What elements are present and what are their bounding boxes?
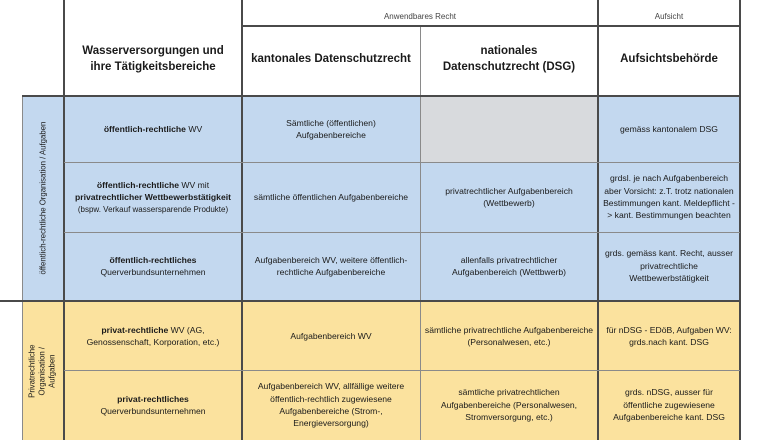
grid-line: [597, 0, 599, 440]
column-header-kantonales: kantonales Datenschutzrecht: [251, 53, 411, 66]
row-3-entity-bold: öffentlich-rechtliches: [109, 254, 197, 265]
row-group-privat: [22, 302, 64, 440]
column-header-nationales: nationales Datenschutzrecht (DSG): [442, 45, 576, 73]
group-header-anwendbares-recht: Anwendbares Recht: [383, 12, 457, 22]
row-group-oeffentlich-label: öffentlich-rechtliche Organisation / Aufgaben: [37, 121, 47, 275]
row-5-national: sämtliche privatrechtlichen Aufgabenbereiche (Personalwesen, Stromversorgung, etc.): [420, 370, 598, 440]
grid-line: [63, 0, 65, 440]
grid-line: [0, 300, 741, 302]
grid-line: [64, 370, 740, 371]
row-3-national: allenfalls privatrechtlicher Aufgabenbereich (Wettbwerb): [420, 232, 598, 300]
row-5-entity: [64, 370, 242, 440]
row-3-entity: [64, 232, 242, 300]
row-3-entity-rest: Querverbundsunternehmen: [100, 267, 206, 277]
row-group-oeffentlich: [22, 96, 64, 300]
row-5-aufsicht: grds. nDSG, ausser für öffentliche zugewiesene Aufgabenbereiche kant. DSG: [598, 370, 740, 440]
grid-line: [64, 232, 740, 233]
row-4-entity-rest: WV (AG, Genossenschaft, Korporation, etc.): [86, 324, 220, 347]
row-4-entity-bold: privat-rechtliche: [101, 324, 169, 335]
row-1-aufsicht: gemäss kantonalem DSG: [598, 96, 740, 162]
row-5-kantonal: Aufgabenbereich WV, allfällige weitere öffentlich-rechtlich zugewiesene Aufgabenbereiche (Strom-, Energieversorgung): [242, 370, 420, 440]
column-header-wasserversorgungen: Wasserversorgungen und ihre Tätigkeitsbereiche: [82, 45, 224, 73]
row-5-entity-bold: privat-rechtliches: [117, 393, 189, 404]
row-2-entity-rest: WV mit: [179, 179, 210, 190]
column-header-aufsichtsbehoerde: Aufsichtsbehörde: [620, 53, 718, 66]
grid-line: [22, 96, 23, 440]
row-2-national: privatrechtlicher Aufgabenbereich (Wettbewerb): [420, 162, 598, 232]
row-1-kantonal: Sämtliche (öffentlichen) Aufgabenbereiche: [242, 96, 420, 162]
grid-line: [241, 0, 243, 440]
grid-line: [64, 162, 740, 163]
row-2-entity-bold2: privatrechtlicher Wettbewerbstätigkeit: [74, 192, 231, 203]
row-1-entity-rest: WV: [185, 123, 203, 134]
row-1-national: [420, 96, 598, 162]
row-4-entity: [64, 302, 242, 370]
row-5-entity-rest: Querverbundsunternehmen: [100, 406, 206, 416]
group-header-aufsicht: Aufsicht: [654, 12, 684, 22]
row-4-kantonal: Aufgabenbereich WV: [242, 302, 420, 370]
row-4-national: sämtliche privatrechtliche Aufgabenbereiche (Personalwesen, etc.): [420, 302, 598, 370]
row-2-entity-note: (bspw. Verkauf wassersparende Produkte): [77, 204, 229, 214]
row-3-kantonal: Aufgabenbereich WV, weitere öffentlich-rechtliche Aufgabenbereiche: [242, 232, 420, 300]
grid-line: [739, 0, 741, 440]
row-3-aufsicht: grds. gemäss kant. Recht, ausser privatrechtliche Wettbewerbstätigkeit: [598, 232, 740, 300]
row-group-privat-label: Privatrechtliche Organisation / Aufgaben: [27, 344, 58, 398]
grid-line: [420, 26, 421, 440]
grid-line: [241, 25, 741, 27]
grid-line: [22, 95, 741, 97]
row-1-entity: [64, 96, 242, 162]
row-4-aufsicht: für nDSG - EDöB, Aufgaben WV: grds.nach kant. DSG: [598, 302, 740, 370]
row-2-entity-bold: öffentlich-rechtliche: [96, 179, 180, 190]
row-2-kantonal: sämtliche öffentlichen Aufgabenbereiche: [242, 162, 420, 232]
row-1-entity-bold: öffentlich-rechtliche: [103, 123, 186, 134]
row-2-aufsicht: grdsl. je nach Aufgabenbereich aber Vorsicht: z.T. trotz nationalen Bestimmungen kant. Meldepflicht -> kant. Bestimmungen beachten: [598, 162, 740, 232]
row-2-entity: [64, 162, 242, 232]
